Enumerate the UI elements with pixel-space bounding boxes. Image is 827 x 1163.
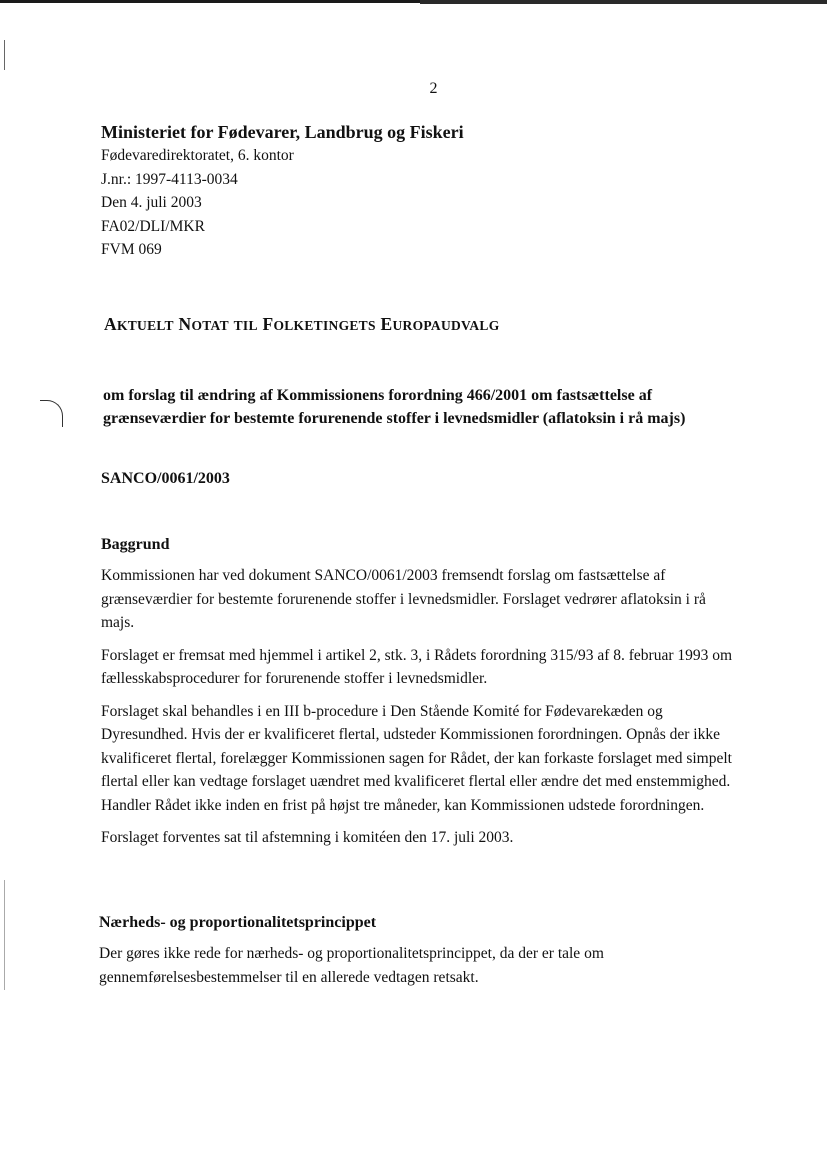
subsidiarity-section (99, 912, 731, 998)
reference-code: FA02/DLI/MKR (101, 217, 205, 235)
subject-line: om forslag til ændring af Kommissionens forordning 466/2001 om fastsættelse af grænseværdier for bestemte forurenende stoffer i levnedsmidler (aflatoksin i rå majs) (103, 387, 686, 427)
title-word-4-rest: OLKETINGETS (273, 318, 376, 333)
journal-number: J.nr.: 1997-4113-0034 (101, 170, 238, 188)
title-word-5-cap: E (380, 314, 393, 334)
background-heading: Baggrund (101, 536, 170, 553)
page-number: 2 (429, 80, 438, 97)
fvm-number: FVM 069 (101, 241, 162, 258)
background-paragraph-4: Forslaget forventes sat til afstemning i komitéen den 17. juli 2003. (101, 829, 514, 846)
margin-bracket-mark (40, 400, 63, 427)
document-date: Den 4. juli 2003 (101, 194, 202, 211)
title-word-2-cap: N (178, 314, 192, 334)
title-word-5-rest: UROPAUDVALG (392, 318, 500, 333)
department-line: Fødevaredirektoratet, 6. kontor (101, 147, 294, 164)
title-word-2-rest: OTAT (191, 318, 229, 333)
subsidiarity-paragraph-1: Der gøres ikke rede for nærheds- og proportionalitetsprincippet, da der er tale om gennemførelsesbestemmelser til en allerede vedtagen retsakt. (99, 945, 604, 986)
background-paragraph-1: Kommissionen har ved dokument SANCO/0061/2003 fremsendt forslag om fastsættelse af grænseværdier for bestemte forurenende stoffer i levnedsmidler. Forslaget vedrører aflatoksin i rå majs. (101, 567, 706, 631)
title-word-3: TIL (233, 318, 258, 333)
background-paragraph-2: Forslaget er fremsat med hjemmel i artikel 2, stk. 3, i Rådets forordning 315/93 af 8. februar 1993 om fællesskabsprocedurer for forurenende stoffer i levnedsmidler. (101, 646, 733, 687)
ministry-name: Ministeriet for Fødevarer, Landbrug og Fiskeri (101, 122, 464, 142)
case-number: SANCO/0061/2003 (101, 470, 230, 487)
scan-left-mark-lower (4, 880, 5, 990)
background-section (101, 534, 733, 859)
scan-left-mark (4, 40, 5, 70)
scan-top-edge-right (420, 0, 827, 4)
title-word-1-rest: KTUELT (116, 318, 174, 333)
title-word-1-cap: A (104, 314, 117, 334)
title-word-4-cap: F (262, 314, 274, 334)
subsidiarity-heading: Nærheds- og proportionalitetsprincippet (99, 914, 377, 931)
background-paragraph-3: Forslaget skal behandles i en III b-procedure i Den Stående Komité for Fødevarekæden og Dyresundhed. Hvis der er kvalificeret flertal, udsteder Kommissionen forordningen. Opnås der ikke kvalificeret flertal, forelægger Kommissionen sagen for Rådet, der kan forkaste forslaget med simpelt flertal eller kan vedtage forslaget uændret med kvalificeret flertal eller ændre det med enstemmighed. Handler Rådet ikke inden en frist på højst tre måneder, kan Kommissionen udstede forordningen. (101, 702, 732, 814)
letterhead (101, 120, 741, 262)
note-title (104, 314, 500, 335)
